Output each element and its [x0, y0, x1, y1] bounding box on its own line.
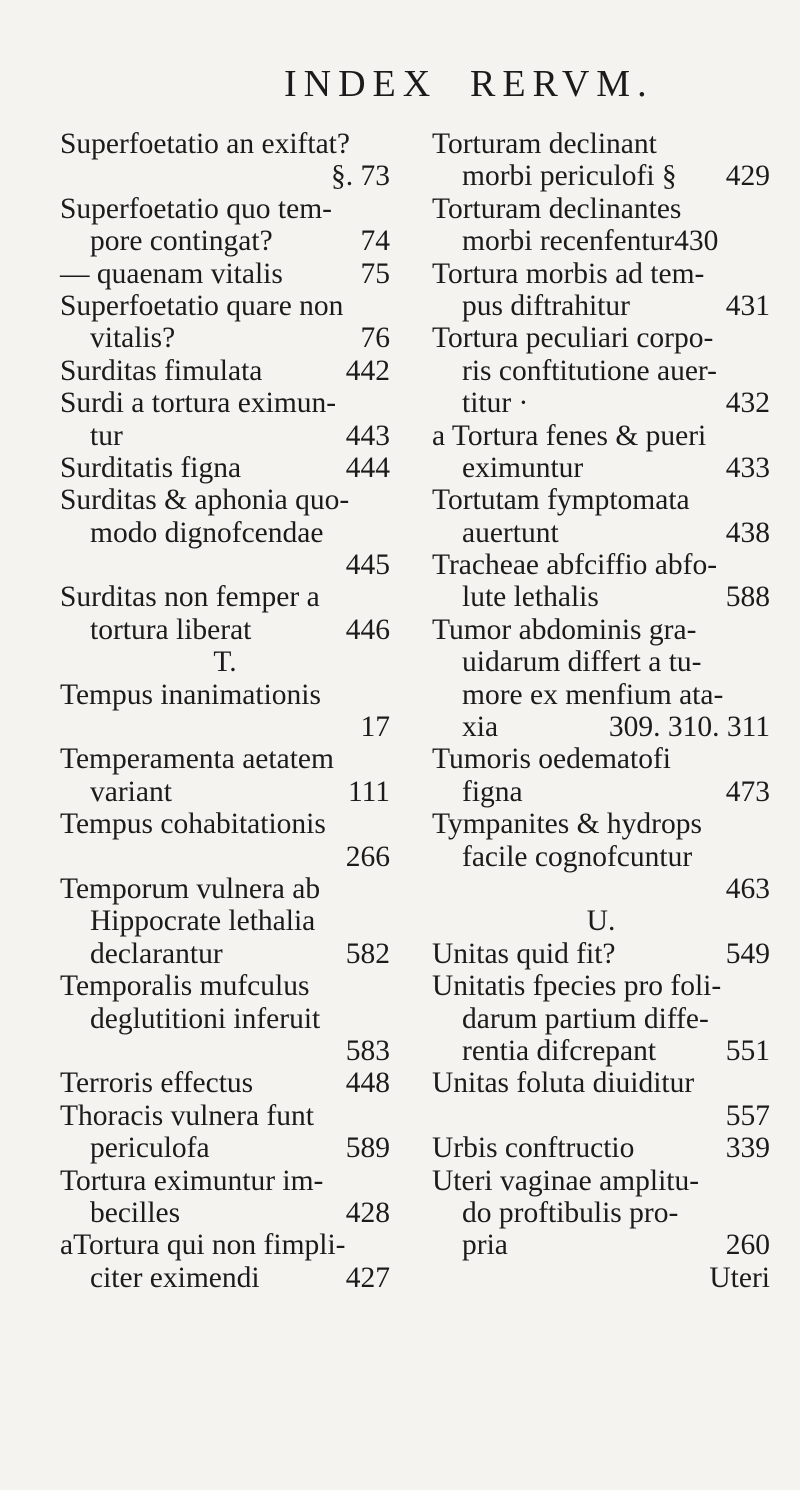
- index-entry-text: Temporum vulnera ab: [60, 872, 321, 905]
- index-entry-text: becilles: [90, 1196, 181, 1229]
- index-entry: [432, 1165, 770, 1262]
- index-entry: [432, 193, 770, 258]
- page-reference: 432: [725, 387, 770, 420]
- index-entry-text: deglutitioni inferuit: [90, 1002, 321, 1035]
- index-entry: [60, 387, 390, 452]
- index-entry-line: [432, 1035, 770, 1067]
- index-entry-line: [432, 484, 770, 516]
- index-entry: [60, 581, 390, 646]
- index-entry-text: morbi periculofi §: [462, 160, 677, 193]
- index-entry-text: modo dignofcendae: [90, 516, 324, 549]
- index-entry-line: [432, 711, 770, 743]
- index-entry-text: morbi recenfentur430: [462, 225, 719, 258]
- index-entry-text: Tempus cohabitationis: [60, 808, 326, 841]
- index-entry-line: [432, 387, 770, 419]
- running-head: [0, 62, 800, 112]
- index-entry-line: [432, 549, 770, 581]
- index-entry: [432, 1132, 770, 1164]
- index-entry-text: Temperamenta aetatem: [60, 743, 334, 776]
- index-entry-line: [60, 517, 390, 549]
- index-entry-line: [432, 160, 770, 192]
- index-entry-line: [60, 128, 390, 160]
- index-entry-text: Torturam declinant: [432, 128, 657, 160]
- index-entry-text: — quaenam vitalis: [60, 257, 283, 290]
- page-reference: 433: [725, 451, 770, 484]
- index-entry-line: [432, 128, 770, 160]
- page-reference: 431: [725, 289, 770, 322]
- index-entry: [432, 549, 770, 614]
- index-entry: [432, 938, 770, 970]
- index-entry-text: Temporalis mufculus: [60, 970, 310, 1003]
- page-reference: 463: [725, 872, 770, 905]
- index-entry-line: [432, 355, 770, 387]
- index-entry-line: [60, 225, 390, 257]
- index-entry-line: [432, 258, 770, 290]
- index-entry-text: eximuntur: [462, 451, 584, 484]
- page-reference: 557: [725, 1099, 770, 1132]
- index-entry-text: pore contingat?: [90, 225, 273, 258]
- index-entry-line: [60, 614, 390, 646]
- page-reference: 445: [345, 549, 390, 582]
- page-reference: 444: [345, 451, 390, 484]
- index-entry: [60, 743, 390, 808]
- page-reference: 446: [345, 613, 390, 646]
- index-entry-text: pus diftrahitur: [462, 289, 630, 322]
- index-entry-text: Superfoetatio quare non: [60, 289, 344, 322]
- page-reference: 582: [345, 937, 390, 970]
- index-entry-line: [432, 808, 770, 840]
- index-entry-line: [432, 614, 770, 646]
- page-reference: §. 73: [331, 160, 390, 193]
- index-entry-text: Tumoris oedematofi: [432, 743, 671, 776]
- running-head-left: INDEX: [284, 63, 438, 105]
- index-entry-line: [432, 420, 770, 452]
- page-reference: 549: [725, 937, 770, 970]
- index-entry: [60, 873, 390, 970]
- running-head-right: RERVM.: [470, 63, 654, 105]
- index-entry: [432, 743, 770, 808]
- page-reference: 429: [725, 160, 770, 193]
- index-entry-line: [432, 970, 770, 1002]
- index-entry-line: [60, 1067, 390, 1099]
- index-entry-text: Tortutam fymptomata: [432, 484, 690, 517]
- index-entry-line: [60, 581, 390, 613]
- index-entry: [60, 128, 390, 193]
- index-entry-text: Tracheae abfciffio abfo-: [432, 549, 718, 582]
- index-entry-text: Uteri vaginae amplitu-: [432, 1164, 700, 1197]
- index-entry-text: citer eximendi: [90, 1261, 260, 1294]
- index-entry-text: uidarum differt a tu-: [462, 646, 702, 679]
- index-entry-line: [432, 1003, 770, 1035]
- index-entry-text: auertunt: [462, 516, 559, 549]
- index-entry-text: a Tortura fenes & pueri: [432, 419, 707, 452]
- index-entry: [60, 258, 390, 290]
- page-reference: 442: [345, 354, 390, 387]
- index-entry-line: [60, 355, 390, 387]
- letter-heading: [60, 646, 390, 678]
- index-entry-text: Superfoetatio an exiftat?: [60, 128, 350, 160]
- index-entry-line: [60, 1197, 390, 1229]
- catchword: [432, 1262, 770, 1294]
- index-entry-text: Surditas non femper a: [60, 581, 320, 614]
- index-entry-text: Surditas & aphonia quo-: [60, 484, 350, 517]
- index-entry: [432, 420, 770, 485]
- index-entry-line: [60, 484, 390, 516]
- page-reference: 473: [725, 775, 770, 808]
- index-entry: [60, 1165, 390, 1230]
- index-entry-line: [60, 387, 390, 419]
- letter-heading-text: U.: [586, 905, 616, 938]
- index-entry-line: [432, 938, 770, 970]
- index-entry: [60, 970, 390, 1067]
- page-reference: 111: [347, 775, 390, 808]
- index-entry-text: pria: [462, 1229, 508, 1262]
- index-entry-text: Tortura morbis ad tem-: [432, 257, 705, 290]
- index-entry-text: lute lethalis: [462, 581, 599, 614]
- index-entry-text: tur: [90, 419, 123, 452]
- page-reference: 260: [725, 1229, 770, 1262]
- index-entry-line: [60, 1165, 390, 1197]
- index-entry-line: [60, 1035, 390, 1067]
- index-entry-text: aTortura qui non fimpli-: [60, 1229, 346, 1262]
- index-entry-text: Unitatis fpecies pro foli-: [432, 970, 722, 1003]
- page-reference: 339: [725, 1132, 770, 1165]
- index-entry-text: Tortura peculiari corpo-: [432, 322, 714, 355]
- index-entry: [60, 193, 390, 258]
- index-entry-line: [60, 258, 390, 290]
- page-reference: 588: [725, 581, 770, 614]
- index-entry: [432, 128, 770, 193]
- index-entry-text: do proftibulis pro-: [462, 1196, 679, 1229]
- index-entry-line: [60, 938, 390, 970]
- page-reference: 17: [360, 711, 390, 744]
- page-reference: 266: [345, 840, 390, 873]
- index-entry-text: periculofa: [90, 1132, 210, 1165]
- index-entry-line: [60, 743, 390, 775]
- index-entry: [60, 808, 390, 873]
- index-entry-line: [432, 290, 770, 322]
- index-entry: [60, 1067, 390, 1099]
- index-entry-text: Tumor abdominis gra-: [432, 613, 697, 646]
- index-entry: [60, 484, 390, 581]
- index-entry-text: Surditas fimulata: [60, 354, 263, 387]
- catchword-text: Uteri: [709, 1261, 770, 1294]
- index-entry-text: variant: [90, 775, 172, 808]
- index-entry-text: Tortura eximuntur im-: [60, 1164, 324, 1197]
- index-entry-line: [60, 970, 390, 1002]
- page-reference: 428: [345, 1196, 390, 1229]
- index-entry-line: [432, 873, 770, 905]
- index-entry: [60, 452, 390, 484]
- index-entry: [60, 290, 390, 355]
- index-entry-line: [60, 549, 390, 581]
- index-entry: [432, 614, 770, 744]
- page-reference: 74: [360, 225, 390, 258]
- index-entry-text: darum partium diffe-: [462, 1002, 709, 1035]
- index-entry-line: [432, 743, 770, 775]
- index-entry-line: [60, 290, 390, 322]
- index-entry-text: Terroris effectus: [60, 1067, 254, 1100]
- index-entry-line: [60, 679, 390, 711]
- index-entry-text: declarantur: [90, 937, 223, 970]
- index-entry-text: more ex menfium ata-: [462, 678, 724, 711]
- index-entry-line: [60, 420, 390, 452]
- index-entry-line: [432, 581, 770, 613]
- index-entry-line: [432, 1197, 770, 1229]
- index-entry-text: Unitas foluta diuiditur: [432, 1067, 695, 1100]
- index-entry-line: [432, 1100, 770, 1132]
- index-entry-text: Tympanites & hydrops: [432, 808, 702, 841]
- index-entry-text: Hippocrate lethalia: [90, 905, 316, 938]
- index-entry-text: facile cognofcuntur: [462, 840, 693, 873]
- index-entry: [432, 808, 770, 905]
- index-entry: [432, 1067, 770, 1132]
- page-reference: 583: [345, 1034, 390, 1067]
- index-entry-line: [60, 711, 390, 743]
- index-entry-text: tortura liberat: [90, 613, 252, 646]
- index-entry-text: vitalis?: [90, 322, 176, 355]
- index-entry-line: [432, 1067, 770, 1099]
- page-reference: 448: [345, 1067, 390, 1100]
- index-entry-text: xia: [462, 711, 499, 744]
- index-entry: [432, 258, 770, 323]
- index-entry-line: [60, 452, 390, 484]
- index-entry-text: Superfoetatio quo tem-: [60, 192, 332, 225]
- index-entry: [432, 484, 770, 549]
- index-entry-line: [432, 452, 770, 484]
- index-entry-line: [60, 841, 390, 873]
- index-entry: [60, 355, 390, 387]
- index-entry-line: [60, 776, 390, 808]
- index-entry-line: [60, 1132, 390, 1164]
- page-reference: 443: [345, 419, 390, 452]
- index-entry-line: [60, 905, 390, 937]
- index-entry-text: Unitas quid fit?: [432, 937, 616, 970]
- index-entry-line: [432, 646, 770, 678]
- page-reference: 427: [345, 1261, 390, 1294]
- page-reference: 76: [360, 322, 390, 355]
- index-entry-line: [60, 1100, 390, 1132]
- index-entry-text: Thoracis vulnera funt: [60, 1099, 314, 1132]
- index-entry-line: [60, 322, 390, 354]
- index-entry-text: titur ·: [462, 387, 529, 420]
- index-entry-line: [60, 1003, 390, 1035]
- index-entry-line: [432, 1165, 770, 1197]
- index-entry-text: Tempus inanimationis: [60, 678, 321, 711]
- index-entry-text: Surditatis figna: [60, 451, 242, 484]
- index-entry-line: [432, 517, 770, 549]
- page-reference: 438: [725, 516, 770, 549]
- index-entry-line: [60, 808, 390, 840]
- index-entry-line: [60, 160, 390, 192]
- index-entry: [432, 970, 770, 1067]
- letter-heading-text: T.: [213, 646, 237, 679]
- index-entry: [60, 1100, 390, 1165]
- index-entry: [60, 679, 390, 744]
- page-reference: 75: [360, 257, 390, 290]
- index-entry-text: ris conftitutione auer-: [462, 354, 717, 387]
- index-entry-line: [60, 1229, 390, 1261]
- index-entry-line: [60, 873, 390, 905]
- letter-heading: [432, 905, 770, 937]
- index-entry-line: [432, 322, 770, 354]
- index-entry-line: [432, 225, 770, 257]
- index-entry-line: [432, 1132, 770, 1164]
- index-column-left: [60, 128, 390, 1294]
- index-entry-line: [432, 1229, 770, 1261]
- page-reference: 551: [725, 1034, 770, 1067]
- index-entry-line: [432, 679, 770, 711]
- index-entry-text: figna: [462, 775, 523, 808]
- index-column-right: [432, 128, 770, 1294]
- index-entry-line: [60, 1262, 390, 1294]
- page-reference: 589: [345, 1132, 390, 1165]
- index-entry-line: [432, 841, 770, 873]
- index-entry-line: [432, 193, 770, 225]
- index-entry: [60, 1229, 390, 1294]
- page-reference: 309. 310. 311: [608, 711, 770, 744]
- index-entry-line: [60, 193, 390, 225]
- index-entry-line: [432, 776, 770, 808]
- index-entry-text: Surdi a tortura eximun-: [60, 387, 337, 420]
- index-entry-text: Torturam declinantes: [432, 192, 682, 225]
- index-entry-text: Urbis conftructio: [432, 1132, 635, 1165]
- index-entry-text: rentia difcrepant: [462, 1034, 657, 1067]
- index-entry: [432, 322, 770, 419]
